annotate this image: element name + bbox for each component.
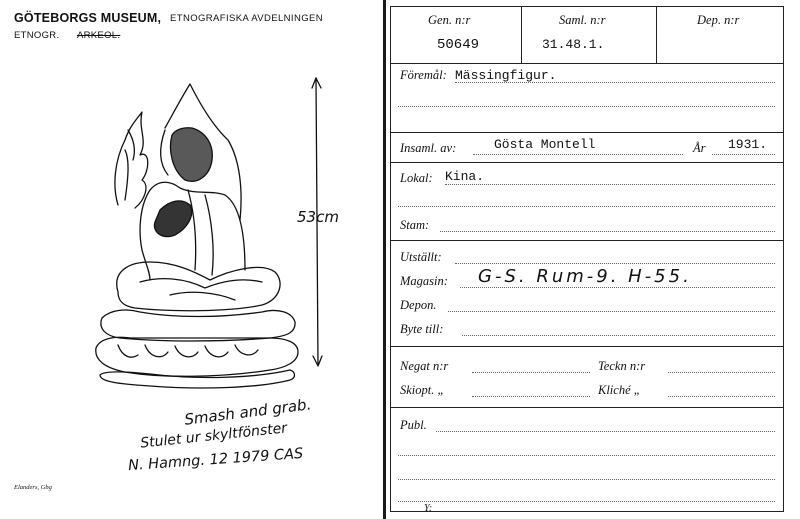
- note-line-1: Smash and grab.: [183, 395, 313, 429]
- cliche-label: Kliché „: [598, 383, 641, 397]
- depon-label: Depon.: [400, 298, 437, 312]
- dep-label: Dep. n:r: [697, 13, 740, 27]
- insaml-label: Insaml. av:: [400, 141, 457, 155]
- dimension-label: 53cm: [297, 208, 339, 226]
- lokal-label: Lokal:: [400, 171, 433, 185]
- publ-label: Publ.: [400, 418, 427, 432]
- byte-label: Byte till:: [400, 322, 444, 336]
- department-name: ETNOGRAFISKA AVDELNINGEN: [170, 13, 324, 24]
- utstallt-label: Utställt:: [400, 250, 442, 264]
- gen-value: 50649: [437, 37, 480, 53]
- arkeol-label: ARKEOL.: [77, 30, 121, 41]
- ar-value: 1931.: [728, 137, 768, 152]
- note-line-3: N. Hamng. 12 1979 CAS: [127, 445, 304, 475]
- insaml-value: Gösta Montell: [494, 137, 596, 152]
- saml-label: Saml. n:r: [559, 13, 606, 27]
- stam-label: Stam:: [400, 218, 430, 232]
- foremal-label: Föremål:: [400, 68, 447, 82]
- etnogr-label: ETNOGR.: [14, 30, 60, 41]
- teckn-label: Teckn n:r: [598, 359, 646, 373]
- magasin-label: Magasin:: [400, 274, 448, 288]
- footer-mark: Y:: [424, 503, 433, 514]
- gen-label: Gen. n:r: [428, 13, 471, 27]
- negat-label: Negat n:r: [400, 359, 449, 373]
- foremal-value: Mässingfigur.: [455, 68, 557, 83]
- saml-value: 31.48.1.: [542, 37, 605, 52]
- museum-name: GÖTEBORGS MUSEUM,: [14, 11, 162, 25]
- ar-label: År: [693, 141, 706, 155]
- printer-imprint: Elanders, Gbg: [14, 484, 52, 491]
- magasin-value: G-S. Rum-9. H-55.: [478, 266, 692, 287]
- lokal-value: Kina.: [445, 169, 485, 184]
- skiopt-label: Skiopt. „: [400, 383, 445, 397]
- center-divider: [383, 0, 386, 519]
- note-line-2: Stulet ur skyltfönster: [139, 420, 288, 452]
